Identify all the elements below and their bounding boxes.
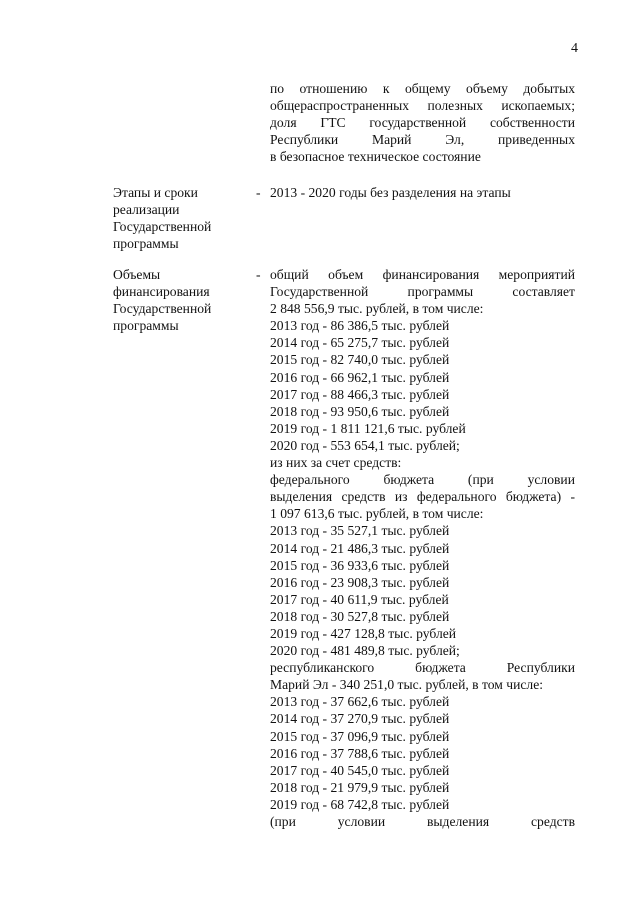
sources-heading: из них за счет средств: xyxy=(270,455,402,471)
federal-year-line: 2014 год - 21 486,3 тыс. рублей xyxy=(270,540,450,556)
total-year-line: 2014 год - 65 275,7 тыс. рублей xyxy=(270,335,450,351)
funding-label-line: Государственной xyxy=(113,301,212,317)
stages-label xyxy=(113,184,243,252)
republic-year-line: 2014 год - 37 270,9 тыс. рублей xyxy=(270,711,450,727)
stages-label-line: реализации xyxy=(113,202,180,218)
total-year-line: 2019 год - 1 811 121,6 тыс. рублей xyxy=(270,420,466,436)
funding-total-line: 2 848 556,9 тыс. рублей, в том числе: xyxy=(270,301,484,317)
federal-year-line: 2015 год - 36 933,6 тыс. рублей xyxy=(270,557,450,573)
federal-line: выделения средств из федерального бюджета) - xyxy=(270,489,575,505)
republic-line: республиканского бюджета Республики xyxy=(270,660,575,676)
federal-year-line: 2016 год - 23 908,3 тыс. рублей xyxy=(270,574,450,590)
funding-label-line: Объемы xyxy=(113,267,161,282)
federal-year-line: 2020 год - 481 489,8 тыс. рублей; xyxy=(270,643,460,659)
total-year-line: 2020 год - 553 654,1 тыс. рублей; xyxy=(270,437,460,453)
funding-dash: - xyxy=(256,267,261,282)
federal-year-line: 2017 год - 40 611,9 тыс. рублей xyxy=(270,591,449,607)
total-year-line: 2016 год - 66 962,1 тыс. рублей xyxy=(270,369,450,385)
total-year-line: 2013 год - 86 386,5 тыс. рублей xyxy=(270,318,450,334)
republic-year-line: 2013 год - 37 662,6 тыс. рублей xyxy=(270,694,450,710)
republic-line: Марий Эл - 340 251,0 тыс. рублей, в том числе: xyxy=(270,677,544,693)
funding-text-block xyxy=(270,266,575,830)
intro-line: по отношению к общему объему добытых xyxy=(270,81,575,96)
stages-label-line: Государственной xyxy=(113,219,212,235)
federal-line: 1 097 613,6 тыс. рублей, в том числе: xyxy=(270,506,484,522)
republic-year-line: 2019 год - 68 742,8 тыс. рублей xyxy=(270,796,450,812)
stages-text-block xyxy=(270,184,575,201)
federal-year-line: 2013 год - 35 527,1 тыс. рублей xyxy=(270,523,450,539)
intro-line: Республики Марий Эл, приведенных xyxy=(270,132,575,148)
intro-line: в безопасное техническое состояние xyxy=(270,149,481,165)
republic-year-line: 2018 год - 21 979,9 тыс. рублей xyxy=(270,779,450,795)
republic-year-line: 2017 год - 40 545,0 тыс. рублей xyxy=(270,762,450,778)
stages-label-line: Этапы и сроки xyxy=(113,185,198,200)
federal-line: федерального бюджета (при условии xyxy=(270,472,575,488)
stages-label-line: программы xyxy=(113,236,179,252)
total-year-line: 2017 год - 88 466,3 тыс. рублей xyxy=(270,386,450,402)
republic-year-line: 2016 год - 37 788,6 тыс. рублей xyxy=(270,745,450,761)
stages-section xyxy=(113,184,583,264)
total-year-line: 2015 год - 82 740,0 тыс. рублей xyxy=(270,352,450,368)
total-year-line: 2018 год - 93 950,6 тыс. рублей xyxy=(270,403,450,419)
page-number: 4 xyxy=(571,41,578,56)
federal-year-line: 2019 год - 427 128,8 тыс. рублей xyxy=(270,625,457,641)
republic-year-line: 2015 год - 37 096,9 тыс. рублей xyxy=(270,728,450,744)
stages-dash: - xyxy=(256,185,261,200)
intro-line: доля ГТС государственной собственности xyxy=(270,115,575,131)
stages-text: 2013 - 2020 годы без разделения на этапы xyxy=(270,185,511,200)
funding-total-line: Государственной программы составляет xyxy=(270,284,575,300)
funding-label-line: финансирования xyxy=(113,284,210,300)
funding-label-line: программы xyxy=(113,318,179,334)
continuation-line: (при условии выделения средств xyxy=(270,814,575,829)
intro-line: общераспространенных полезных ископаемых; xyxy=(270,98,575,114)
intro-paragraph xyxy=(270,80,575,165)
funding-label xyxy=(113,266,243,334)
federal-year-line: 2018 год - 30 527,8 тыс. рублей xyxy=(270,608,450,624)
funding-total-line: общий объем финансирования мероприятий xyxy=(270,267,575,282)
funding-section xyxy=(113,266,583,846)
